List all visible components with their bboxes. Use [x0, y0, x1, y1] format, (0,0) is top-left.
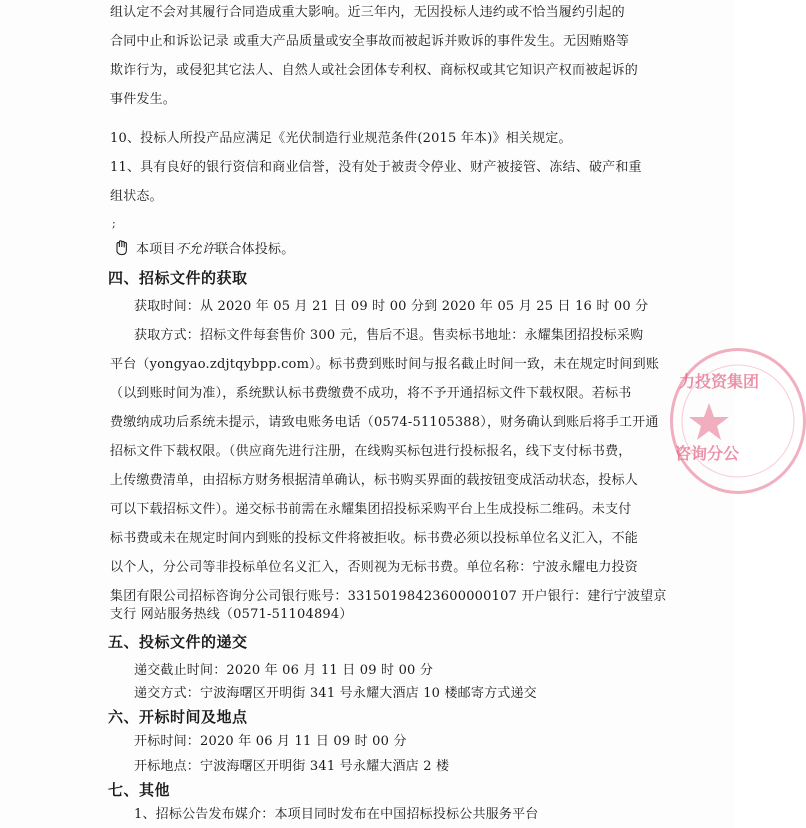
submission-deadline: 递交截止时间：2020 年 06 月 11 日 09 时 00 分 [134, 663, 434, 678]
company-seal [670, 348, 806, 494]
consortium-line [114, 240, 294, 259]
hand-pointer-icon [114, 240, 132, 256]
acquisition-method-line-7: 可以下载招标文件）。递交标书前需在永耀集团招投标采购平台上生成投标二维码。未支付 [110, 502, 632, 517]
item-11-line-2: 组状态。 [110, 189, 163, 204]
item-11-line-1: 11、具有良好的银行资信和商业信誉，没有处于被责令停业、财产被接管、冻结、破产和重 [110, 160, 642, 175]
acquisition-method-line-2: 平台（yongyao.zdjtqybpp.com）。标书费到账时间与报名截止时间一致，未在规定时间到账 [110, 357, 660, 372]
acquisition-method-line-10: 集团有限公司招标咨询分公司银行账号：33150198423600000107 开户银行：建行宁波望京 [110, 589, 667, 604]
seal-top-text: 力投资集团 [679, 372, 760, 391]
section-4-heading: 四、招标文件的获取 [108, 269, 248, 287]
stray-mark: ; [112, 217, 116, 230]
section-7-heading: 七、其他 [108, 781, 171, 799]
seal-bottom-text: 咨询分公 [675, 444, 740, 463]
seal-star-icon [689, 403, 729, 440]
acquisition-method-line-8: 标书费或未在规定时间内到账的投标文件将被拒收。标书费必须以投标单位名义汇入，不能 [110, 531, 639, 546]
other-item-1: 1、招标公告发布媒介：本项目同时发布在中国招标投标公共服务平台 [134, 807, 539, 822]
section-5-heading: 五、投标文件的递交 [108, 633, 248, 651]
acquisition-method-line-11: 支行 网站服务热线（0571-51104894） [110, 607, 353, 622]
acquisition-time: 获取时间：从 2020 年 05 月 21 日 09 时 00 分到 2020 年 05 月 25 日 16 时 00 分 [134, 299, 649, 314]
consortium-prefix: 本项目 [136, 242, 176, 257]
section-6-heading: 六、开标时间及地点 [108, 708, 248, 726]
body-line-1: 组认定不会对其履行合同造成重大影响。近三年内，无因投标人违约或不恰当履约引起的 [110, 5, 625, 20]
acquisition-method-line-5: 招标文件下载权限。（供应商先进行注册，在线购买标包进行投标报名，线下支付标书费， [110, 444, 632, 459]
body-line-2: 合同中止和诉讼记录 或重大产品质量或安全事故而被起诉并败诉的事件发生。无因贿赂等 [110, 34, 630, 49]
acquisition-method-line-6: 上传缴费清单，由招标方财务根据清单确认，标书购买界面的载按钮变成活动状态，投标人 [110, 473, 639, 488]
submission-method: 递交方式：宁波海曙区开明街 341 号永耀大酒店 10 楼邮寄方式递交 [134, 686, 537, 701]
item-10: 10、投标人所投产品应满足《光伏制造行业规范条件(2015 年本)》相关规定。 [110, 131, 572, 146]
consortium-suffix: 联合体投标。 [215, 242, 295, 257]
acquisition-method-line-1: 获取方式：招标文件每套售价 300 元，售后不退。售卖标书地址：永耀集团招投标采购 [134, 328, 644, 343]
consortium-emphasis: 不允许 [175, 242, 216, 257]
body-line-3: 欺诈行为，或侵犯其它法人、自然人或社会团体专利权、商标权或其它知识产权而被起诉的 [110, 63, 639, 78]
acquisition-method-line-4: 费缴纳成功后系统未提示，请致电账务电话（0574-51105388），财务确认到账后将手工开通 [110, 415, 659, 430]
acquisition-method-line-3: （以到账时间为准），系统默认标书费缴费不成功，将不予开通招标文件下载权限。若标书 [110, 386, 632, 401]
opening-place: 开标地点：宁波海曙区开明街 341 号永耀大酒店 2 楼 [134, 759, 450, 774]
body-line-4: 事件发生。 [110, 92, 177, 107]
opening-time: 开标时间：2020 年 06 月 11 日 09 时 00 分 [134, 734, 407, 749]
acquisition-method-line-9: 以个人，分公司等非投标单位名义汇入，否则视为无标书费。单位名称：宁波永耀电力投资 [110, 560, 639, 575]
